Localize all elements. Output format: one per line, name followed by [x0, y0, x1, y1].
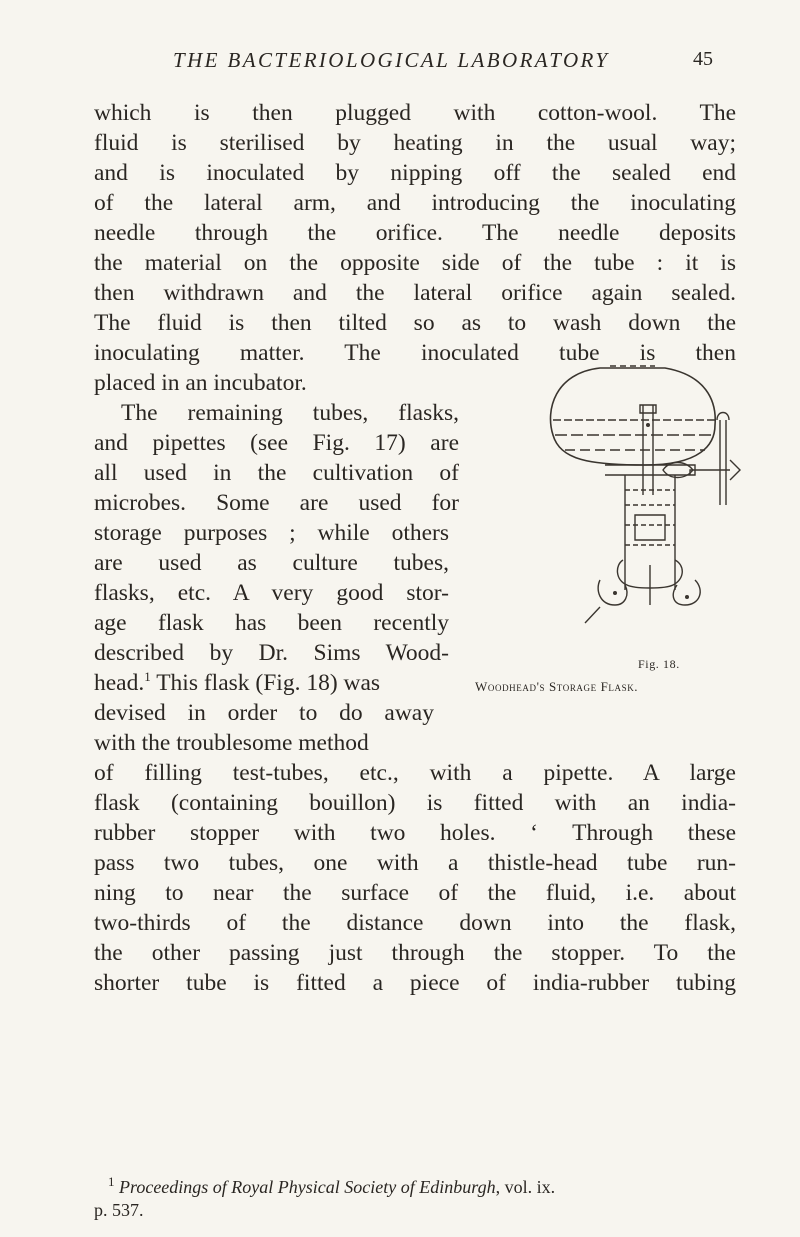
flask-illustration [545, 365, 745, 625]
text-fragment: This flask (Fig. 18) was [150, 670, 381, 696]
footnote-rest: , vol. ix. [495, 1177, 556, 1197]
text-line: described by Dr. Sims Wood- [94, 640, 449, 666]
text-line: the material on the opposite side of the tube : it is [94, 250, 736, 276]
text-line: all used in the cultivation of [94, 460, 459, 486]
footnote-page: p. 537. [94, 1200, 144, 1220]
text-line: The fluid is then tilted so as to wash down the [94, 310, 736, 336]
text-line: which is then plugged with cotton-wool. The [94, 100, 736, 126]
text-line: of filling test-tubes, etc., with a pipette. A large [94, 760, 736, 786]
footnote-marker: 1 [144, 669, 151, 685]
footnote-source: Proceedings of Royal Physical Society of Edinburgh [119, 1177, 496, 1197]
text-line: and is inoculated by nipping off the sealed end [94, 160, 736, 186]
text-line: storage purposes ; while others [94, 520, 449, 546]
running-head [0, 48, 800, 74]
figure-caption: Woodhead's Storage Flask. [475, 679, 639, 694]
text-line: and pipettes (see Fig. 17) are [94, 430, 459, 456]
footnote [108, 1176, 555, 1198]
text-line: then withdrawn and the lateral orifice again sealed. [94, 280, 736, 306]
text-line: age flask has been recently [94, 610, 449, 636]
text-line: rubber stopper with two holes. ‘ Through these [94, 820, 736, 846]
text-line: microbes. Some are used for [94, 490, 459, 516]
text-line: pass two tubes, one with a thistle-head tube run- [94, 850, 736, 876]
footnote-marker: 1 [108, 1174, 115, 1189]
text-line: placed in an incubator. [94, 370, 307, 396]
text-line: The remaining tubes, flasks, [121, 400, 459, 426]
text-line: inoculating matter. The inoculated tube is then [94, 340, 736, 366]
text-line: two-thirds of the distance down into the flask, [94, 910, 736, 936]
text-line: devised in order to do away [94, 700, 434, 726]
text-fragment: head. [94, 670, 145, 696]
text-line: shorter tube is fitted a piece of india-rubber tubing [94, 970, 736, 996]
figure-number: Fig. 18. [638, 657, 680, 671]
text-line: the other passing just through the stopper. To the [94, 940, 736, 966]
figure-flask [545, 365, 745, 625]
text-line: ning to near the surface of the fluid, i.e. about [94, 880, 736, 906]
text-line: fluid is sterilised by heating in the usual way; [94, 130, 736, 156]
text-line: of the lateral arm, and introducing the inoculating [94, 190, 736, 216]
text-line: are used as culture tubes, [94, 550, 449, 576]
running-title: THE BACTERIOLOGICAL LABORATORY [173, 48, 610, 72]
text-line: flask (containing bouillon) is fitted with an india- [94, 790, 736, 816]
text-line: flasks, etc. A very good stor- [94, 580, 449, 606]
text-line: with the troublesome method [94, 730, 369, 756]
page-number: 45 [693, 48, 713, 70]
text-line: needle through the orifice. The needle deposits [94, 220, 736, 246]
text-line [94, 668, 380, 698]
